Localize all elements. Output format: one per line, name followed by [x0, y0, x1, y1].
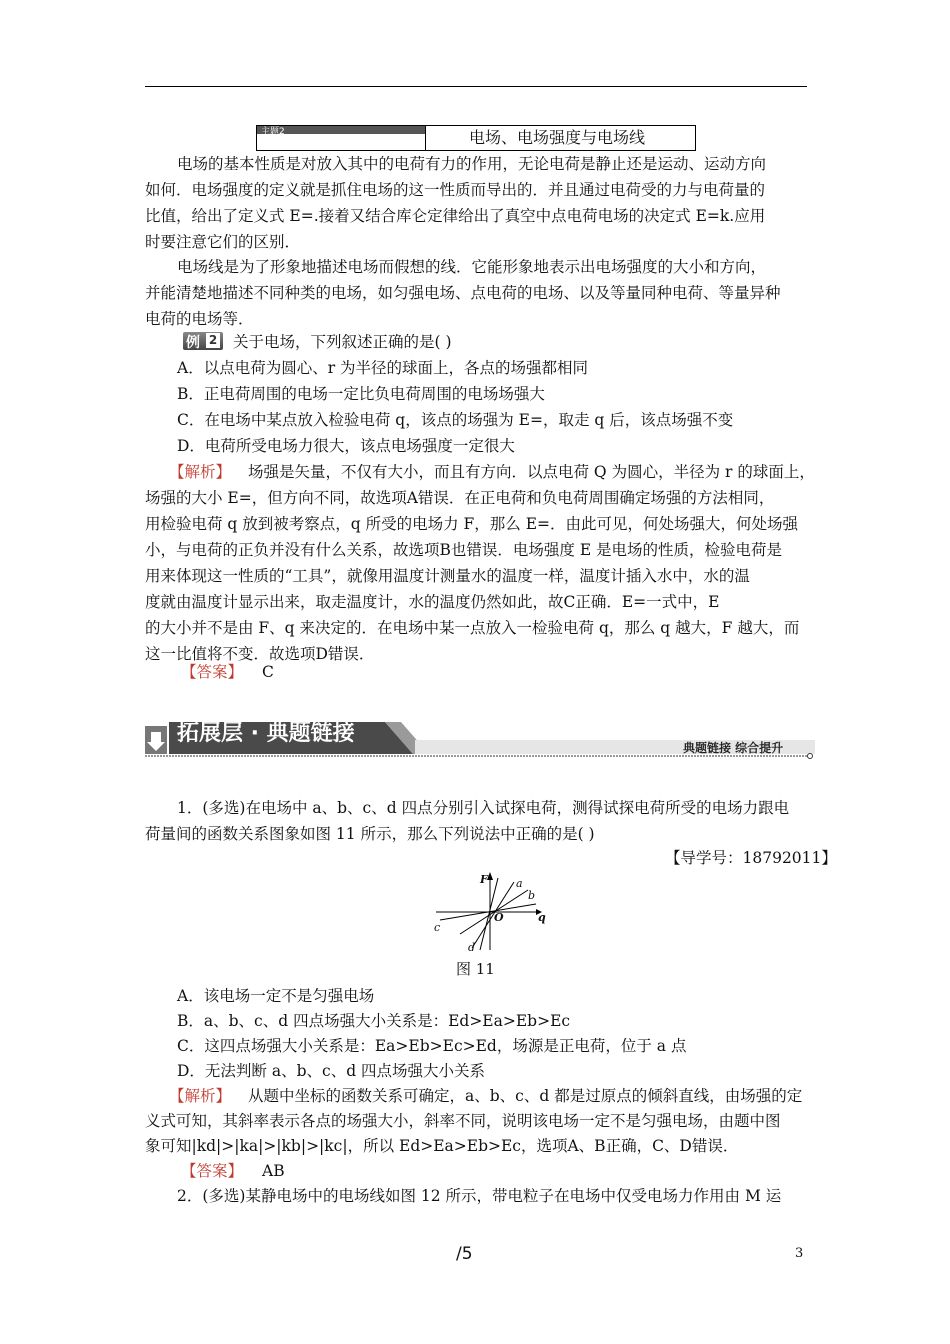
fig-label-a: a — [516, 877, 523, 890]
example-question: 关于电场，下列叙述正确的是( ) — [233, 333, 452, 351]
intro-p1-line: 时要注意它们的区别． — [145, 233, 301, 251]
figure-11 — [432, 870, 552, 952]
page-number: 3 — [795, 1246, 804, 1261]
fig-label-f: F — [480, 873, 488, 886]
q1-answer-value: AB — [262, 1162, 285, 1180]
answer-value: C — [262, 663, 274, 681]
section-right-label: 典题链接 综合提升 — [683, 741, 784, 755]
q1-option-d: D．无法判断 a、b、c、d 四点场强大小关系 — [177, 1062, 486, 1080]
analysis-tag: 【解析】 — [169, 463, 232, 481]
fig-label-o: O — [494, 911, 504, 924]
analysis-line: 小，与电荷的正负并没有什么关系，故选项B也错误．电场强度 E 是电场的性质，检验电荷是 — [145, 541, 783, 559]
fig-label-c: c — [434, 921, 441, 934]
q1-line: 荷量间的函数关系图象如图 11 所示，那么下列说法中正确的是( ) — [145, 825, 595, 843]
topic-badge-bar — [257, 126, 425, 137]
q1-ref: 【导学号：18792011】 — [665, 849, 837, 867]
q1-analysis-line: 象可知|kd|>|ka|>|kb|>|kc|，所以 Ed>Ea>Eb>Ec，选项A、B正确，C、D错误． — [145, 1137, 739, 1155]
q1-option-b: B．a、b、c、d 四点场强大小关系是：Ed>Ea>Eb>Ec — [177, 1012, 571, 1030]
topic-title: 电场、电场强度与电场线 — [469, 128, 646, 147]
example-option-d: D．电荷所受电场力很大，该点电场强度一定很大 — [177, 437, 515, 455]
example-badge-label: 例 — [186, 335, 200, 351]
figure-11-caption: 图 11 — [456, 960, 495, 978]
q1-line: 1．(多选)在电场中 a、b、c、d 四点分别引入试探电荷，测得试探电荷所受的电场力跟电 — [177, 799, 790, 817]
intro-p2-line: 电场线是为了形象地描述电场而假想的线．它能形象地表示出电场强度的大小和方向， — [177, 258, 767, 276]
header-rule — [145, 86, 807, 87]
example-badge — [183, 332, 223, 350]
q2-line: 2．(多选)某静电场中的电场线如图 12 所示，带电粒子在电场中仅受电场力作用由 M 运 — [177, 1187, 782, 1205]
q1-option-a: A．该电场一定不是匀强电场 — [177, 987, 375, 1005]
example-badge-number: 2 — [206, 333, 220, 348]
line-a — [472, 882, 514, 948]
intro-p2-line: 电荷的电场等． — [145, 310, 254, 328]
intro-p1-line: 如何．电场强度的定义就是抓住电场的这一性质而导出的．并且通过电荷受的力与电荷量的 — [145, 181, 766, 199]
intro-p2-line: 并能清楚地描述不同种类的电场，如匀强电场、点电荷的电场、以及等量同种电荷、等量异种 — [145, 284, 781, 302]
example-option-b: B．正电荷周围的电场一定比负电荷周围的电场场强大 — [177, 385, 545, 403]
analysis-line: 用检验电荷 q 放到被考察点，q 所受的电场力 F，那么 E=．由此可见，何处场强大，何处场强 — [145, 515, 799, 533]
topic-badge: 主题2 — [261, 127, 285, 137]
section-title: 拓展层 · 典题链接 — [177, 721, 355, 746]
intro-p1-line: 电场的基本性质是对放入其中的电荷有力的作用，无论电荷是静止还是运动、运动方向 — [177, 155, 767, 173]
q1-analysis-tag: 【解析】 — [169, 1087, 232, 1105]
section-banner — [145, 718, 815, 760]
answer-tag: 【答案】 — [181, 663, 244, 681]
figure-11-graph — [432, 870, 552, 952]
q1-analysis-line: 从题中坐标的函数关系可确定，a、b、c、d 都是过原点的倾斜直线，由场强的定 — [248, 1087, 803, 1105]
analysis-line: 度就由温度计显示出来，取走温度计，水的温度仍然如此，故C正确．E=一式中，E — [145, 593, 720, 611]
analysis-line: 的大小并不是由 F、q 来决定的．在电场中某一点放入一检验电荷 q，那么 q 越大，F 越大，而 — [145, 619, 800, 637]
fig-label-d: d — [468, 941, 476, 954]
q1-answer-tag: 【答案】 — [181, 1162, 244, 1180]
analysis-line: 场强的大小 E=，但方向不同，故选项A错误．在正电荷和负电荷周围确定场强的方法相同， — [145, 489, 775, 507]
q1-analysis-line: 义式可知，其斜率表示各点的场强大小，斜率不同，说明该电场一定不是匀强电场，由题中图 — [145, 1112, 781, 1130]
example-option-c: C．在电场中某点放入检验电荷 q，该点的场强为 E=，取走 q 后，该点场强不变 — [177, 411, 734, 429]
topic-box — [256, 125, 696, 151]
q1-option-c: C．这四点场强大小关系是：Ea>Eb>Ec>Ed，场源是正电荷，位于 a 点 — [177, 1037, 687, 1055]
example-option-a: A．以点电荷为圆心、r 为半径的球面上，各点的场强都相同 — [177, 359, 589, 377]
footer-center: /5 — [456, 1244, 473, 1264]
analysis-line: 这一比值将不变．故选项D错误． — [145, 645, 375, 663]
analysis-line: 用来体现这一性质的“工具”，就像用温度计测量水的温度一样，温度计插入水中，水的温 — [145, 567, 750, 585]
intro-p1-line: 比值，给出了定义式 E=.接着又结合库仑定律给出了真空中点电荷电场的决定式 E=k.应用 — [145, 207, 766, 225]
fig-label-b: b — [528, 889, 536, 902]
fig-label-q: q — [538, 911, 546, 924]
analysis-line: 场强是矢量，不仅有大小，而且有方向．以点电荷 Q 为圆心，半径为 r 的球面上， — [248, 463, 815, 481]
topic-divider — [425, 126, 426, 150]
